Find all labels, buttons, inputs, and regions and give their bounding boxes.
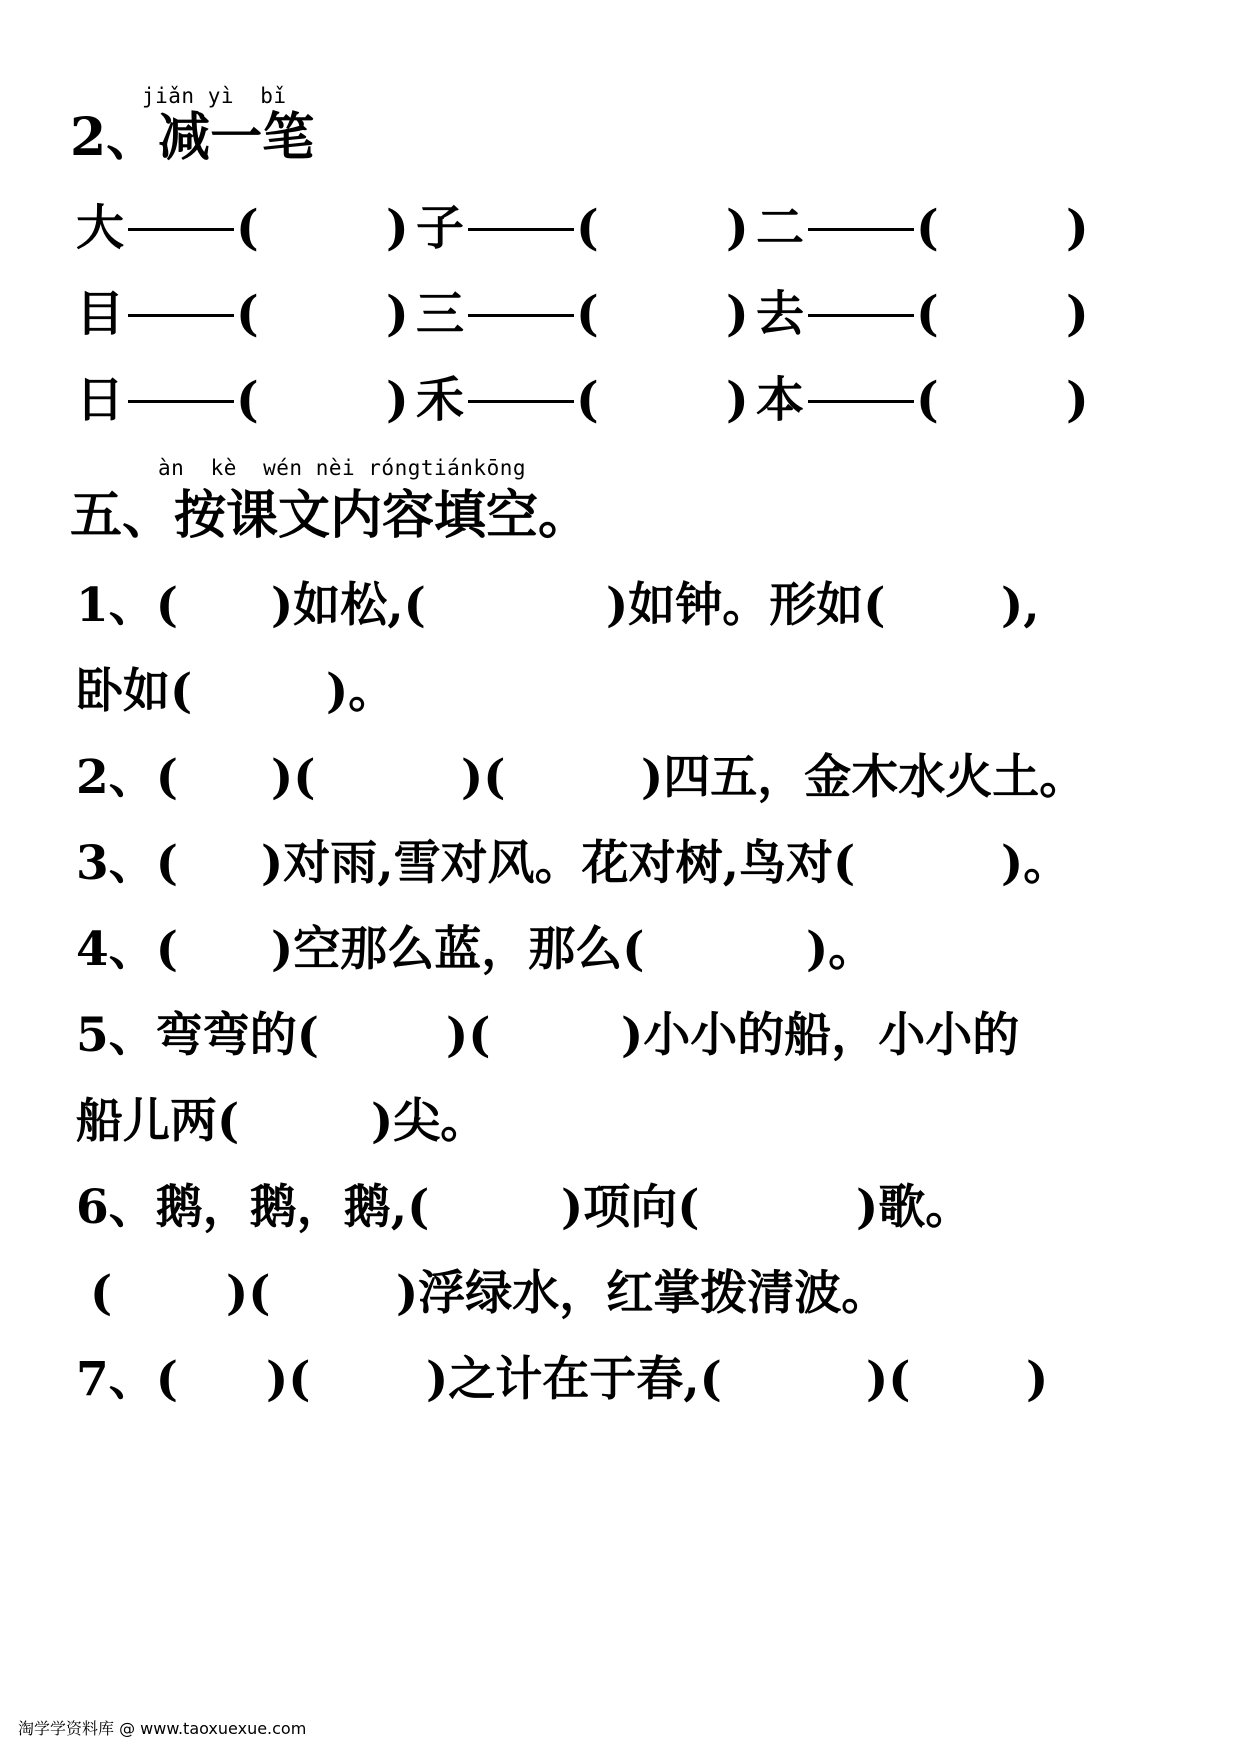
source-char: 去 <box>756 286 805 342</box>
fill-line-7: 7、( )( )之计在于春,( )( ) <box>76 1352 1049 1407</box>
fill-line-5-cont: 船儿两( )尖。 <box>76 1094 488 1149</box>
dash-line <box>468 400 574 403</box>
dash-line <box>128 400 234 403</box>
source-char: 三 <box>416 286 465 342</box>
section2-pinyin: jiǎn yì bǐ <box>142 84 287 108</box>
source-char: 禾 <box>416 372 465 428</box>
source-char: 大 <box>76 200 125 256</box>
dash-line <box>468 228 574 231</box>
fill-line-3: 3、( )对雨,雪对风。花对树,鸟对( )。 <box>76 836 1071 891</box>
source-char: 二 <box>756 200 805 256</box>
fill-line-1: 1、( )如松,( )如钟。形如( ), <box>76 578 1040 633</box>
fill-line-1-cont: 卧如( )。 <box>76 664 396 719</box>
footer-watermark: 淘学学资料库 @ www.taoxuexue.com <box>18 1719 307 1738</box>
dash-line <box>808 400 914 403</box>
dash-line <box>808 314 914 317</box>
dash-line <box>128 228 234 231</box>
source-char: 目 <box>76 286 125 342</box>
source-char: 子 <box>416 200 465 256</box>
source-char: 本 <box>756 372 805 428</box>
dash-line <box>808 228 914 231</box>
fill-line-6-cont: ( )( )浮绿水，红掌拨清波。 <box>90 1266 889 1321</box>
exercise-row-1: 大 ( ) 子 ( ) 二 ( ) <box>76 200 1089 256</box>
fill-line-5: 5、弯弯的( )( )小小的船，小小的 <box>76 1008 1020 1063</box>
exercise-row-2: 目 ( ) 三 ( ) 去 ( ) <box>76 286 1089 342</box>
section5-pinyin: àn kè wén nèi róngtiánkōng <box>158 456 527 480</box>
source-char: 日 <box>76 372 125 428</box>
dash-line <box>128 314 234 317</box>
exercise-row-3: 日 ( ) 禾 ( ) 本 ( ) <box>76 372 1089 428</box>
dash-line <box>468 314 574 317</box>
fill-line-4: 4、( )空那么蓝，那么( )。 <box>76 922 876 977</box>
section2-title: 2、减一笔 <box>70 107 315 168</box>
fill-line-6: 6、鹅，鹅，鹅,( )项向( )歌。 <box>76 1180 973 1235</box>
section5-title: 五、按课文内容填空。 <box>70 485 591 546</box>
fill-line-2: 2、( )( )( )四五，金木水火土。 <box>76 750 1087 805</box>
